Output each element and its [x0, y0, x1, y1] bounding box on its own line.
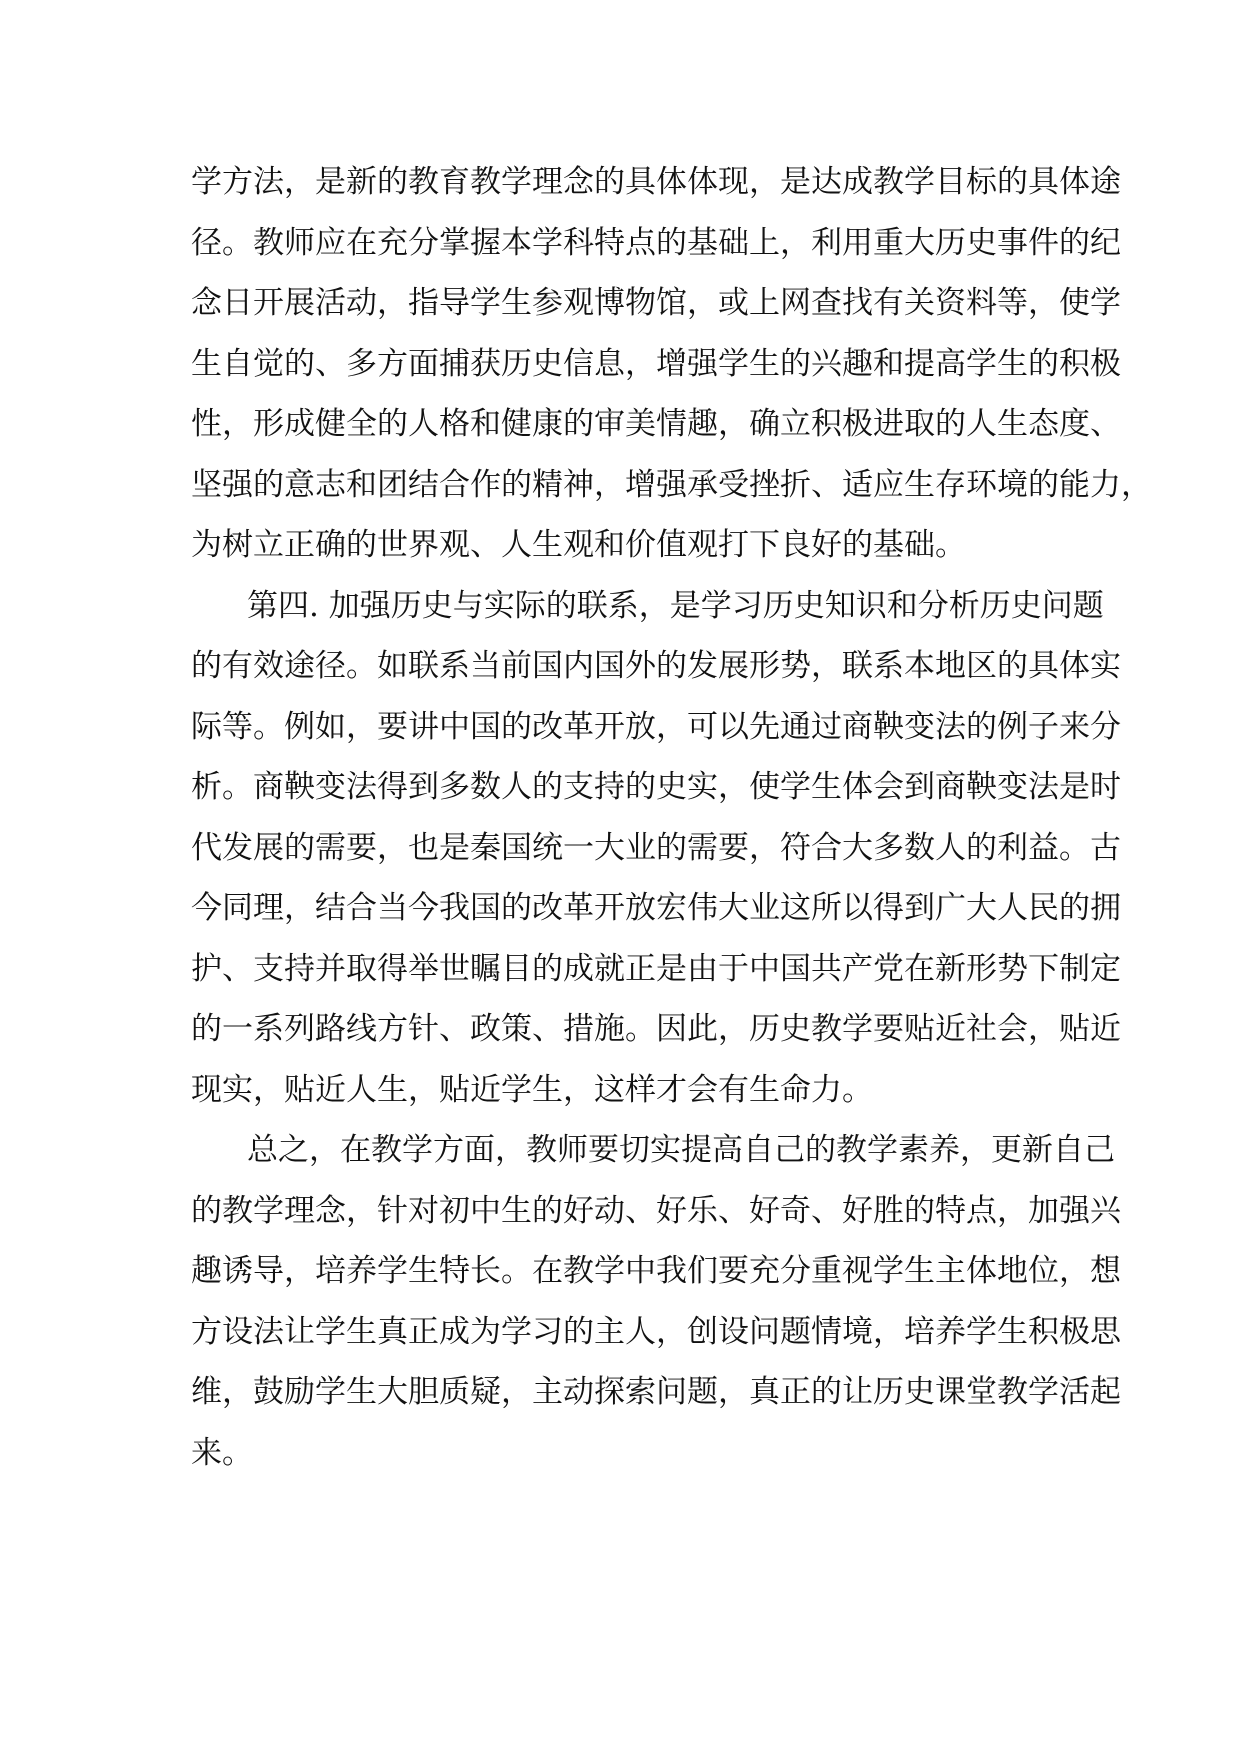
- paragraph-line: 的有效途径。如联系当前国内国外的发展形势，联系本地区的具体实: [191, 648, 1121, 684]
- paragraph-line: 维，鼓励学生大胆质疑，主动探索问题，真正的让历史课堂教学活起: [191, 1374, 1121, 1410]
- paragraph-line: 际等。例如，要讲中国的改革开放，可以先通过商鞅变法的例子来分: [191, 708, 1121, 745]
- paragraph-line: 总之，在教学方面，教师要切实提高自己的教学素养，更新自己: [247, 1132, 1115, 1168]
- paragraph-line: 念日开展活动，指导学生参观博物馆，或上网查找有关资料等，使学: [191, 285, 1121, 321]
- paragraph-line: 的一系列路线方针、政策、措施。因此，历史教学要贴近社会，贴近: [191, 1011, 1121, 1047]
- paragraph-line: 代发展的需要，也是秦国统一大业的需要，符合大多数人的利益。古: [191, 829, 1121, 866]
- paragraph-line: 来。: [191, 1434, 253, 1471]
- paragraph-line: 为树立正确的世界观、人生观和价值观打下良好的基础。: [191, 527, 966, 563]
- paragraph-line: 趣诱导，培养学生特长。在教学中我们要充分重视学生主体地位，想: [191, 1253, 1121, 1289]
- paragraph-line: 护、支持并取得举世瞩目的成就正是由于中国共产党在新形势下制定: [191, 950, 1121, 987]
- paragraph-line: 现实，贴近人生，贴近学生，这样才会有生命力。: [191, 1071, 873, 1108]
- paragraph-line: 第四. 加强历史与实际的联系，是学习历史知识和分析历史问题: [247, 587, 1104, 624]
- paragraph-line: 径。教师应在充分掌握本学科特点的基础上，利用重大历史事件的纪: [191, 224, 1121, 261]
- paragraph-line: 今同理，结合当今我国的改革开放宏伟大业这所以得到广大人民的拥: [191, 890, 1121, 926]
- paragraph-3: [191, 1120, 1121, 1483]
- document-body: [191, 152, 1152, 1483]
- paragraph-line: 坚强的意志和团结合作的精神，增强承受挫折、适应生存环境的能力，: [191, 466, 1152, 503]
- paragraph-line: 的教学理念，针对初中生的好动、好乐、好奇、好胜的特点，加强兴: [191, 1192, 1121, 1229]
- paragraph-line: 析。商鞅变法得到多数人的支持的史实，使学生体会到商鞅变法是时: [191, 769, 1121, 805]
- paragraph-line: 方设法让学生真正成为学习的主人，创设问题情境，培养学生积极思: [191, 1313, 1121, 1350]
- paragraph-line: 学方法，是新的教育教学理念的具体体现，是达成教学目标的具体途: [191, 164, 1121, 200]
- paragraph-1: [191, 152, 1152, 576]
- paragraph-line: 性，形成健全的人格和健康的审美情趣，确立积极进取的人生态度、: [191, 406, 1121, 442]
- paragraph-2: [191, 576, 1121, 1121]
- paragraph-line: 生自觉的、多方面捕获历史信息，增强学生的兴趣和提高学生的积极: [191, 345, 1121, 382]
